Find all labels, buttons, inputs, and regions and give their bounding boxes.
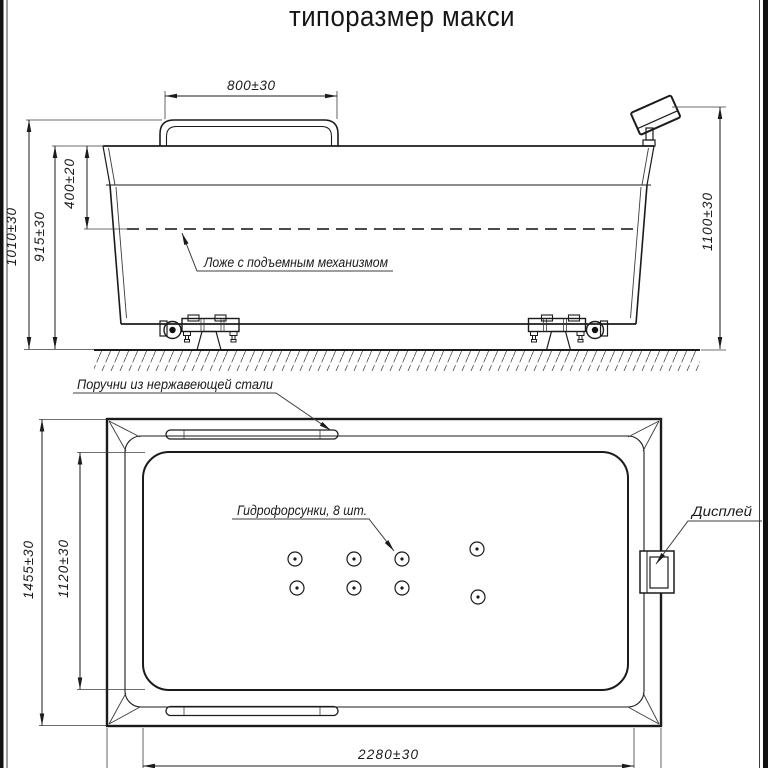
display-plan [640, 551, 674, 593]
display-side [631, 95, 681, 146]
handrail-side [160, 120, 338, 146]
jet-nozzle [395, 552, 409, 566]
dim-overall-width: 1455±30 [21, 541, 36, 599]
support-leg [197, 332, 221, 351]
side-view [4, 78, 726, 371]
jet-nozzle [470, 542, 484, 556]
label-display: Дисплей [689, 504, 753, 519]
screw-foot [230, 332, 237, 343]
display-screen-side [631, 95, 681, 135]
bed-callout [182, 233, 393, 271]
dim-overall-length: 2280±30 [358, 747, 418, 762]
screw-foot [184, 332, 191, 343]
jets-callout [232, 503, 394, 551]
jet-nozzle [471, 590, 485, 604]
plan-view [21, 377, 762, 768]
foot-assembly-right [529, 315, 608, 350]
dim-rim-to-bed: 400±20 [62, 159, 77, 209]
jet-nozzle [288, 552, 302, 566]
jet-nozzle [347, 581, 361, 595]
plan-view-dimensions [21, 420, 661, 768]
frame-right-border [763, 0, 768, 768]
jet-nozzle [395, 581, 409, 595]
handrail-plan-bottom [166, 707, 338, 716]
tub-rim-plan [125, 436, 644, 707]
foot-assembly-left [160, 315, 239, 350]
label-jets: Гидрофорсунки, 8 шт. [237, 503, 367, 518]
dim-basin-width: 1120±30 [56, 540, 71, 598]
right-wall [636, 185, 647, 324]
dim-handrail-span: 800±30 [227, 78, 275, 93]
dim-rim-height: 915±30 [32, 212, 47, 262]
tub-body-side [103, 146, 654, 324]
hydro-jets [288, 542, 485, 604]
handrail-plan-top [166, 430, 338, 439]
tub-outer-edge-plan [107, 419, 661, 726]
page-title: типоразмер макси [289, 1, 515, 33]
label-lifting-bed: Ложе с подъемным механизмом [203, 255, 388, 270]
label-handrails: Поручни из нержавеющей стали [77, 377, 274, 392]
corner-fillets [109, 421, 659, 724]
tub-basin-plan [143, 452, 628, 690]
left-wall [110, 185, 121, 324]
jet-nozzle [347, 552, 361, 566]
dim-handrail-height: 1010±30 [4, 208, 19, 266]
ground [94, 350, 700, 371]
jet-nozzle [290, 581, 304, 595]
dim-display-height: 1100±30 [700, 193, 715, 251]
frame-left-border [0, 0, 4, 768]
ground-hatch [94, 351, 700, 371]
